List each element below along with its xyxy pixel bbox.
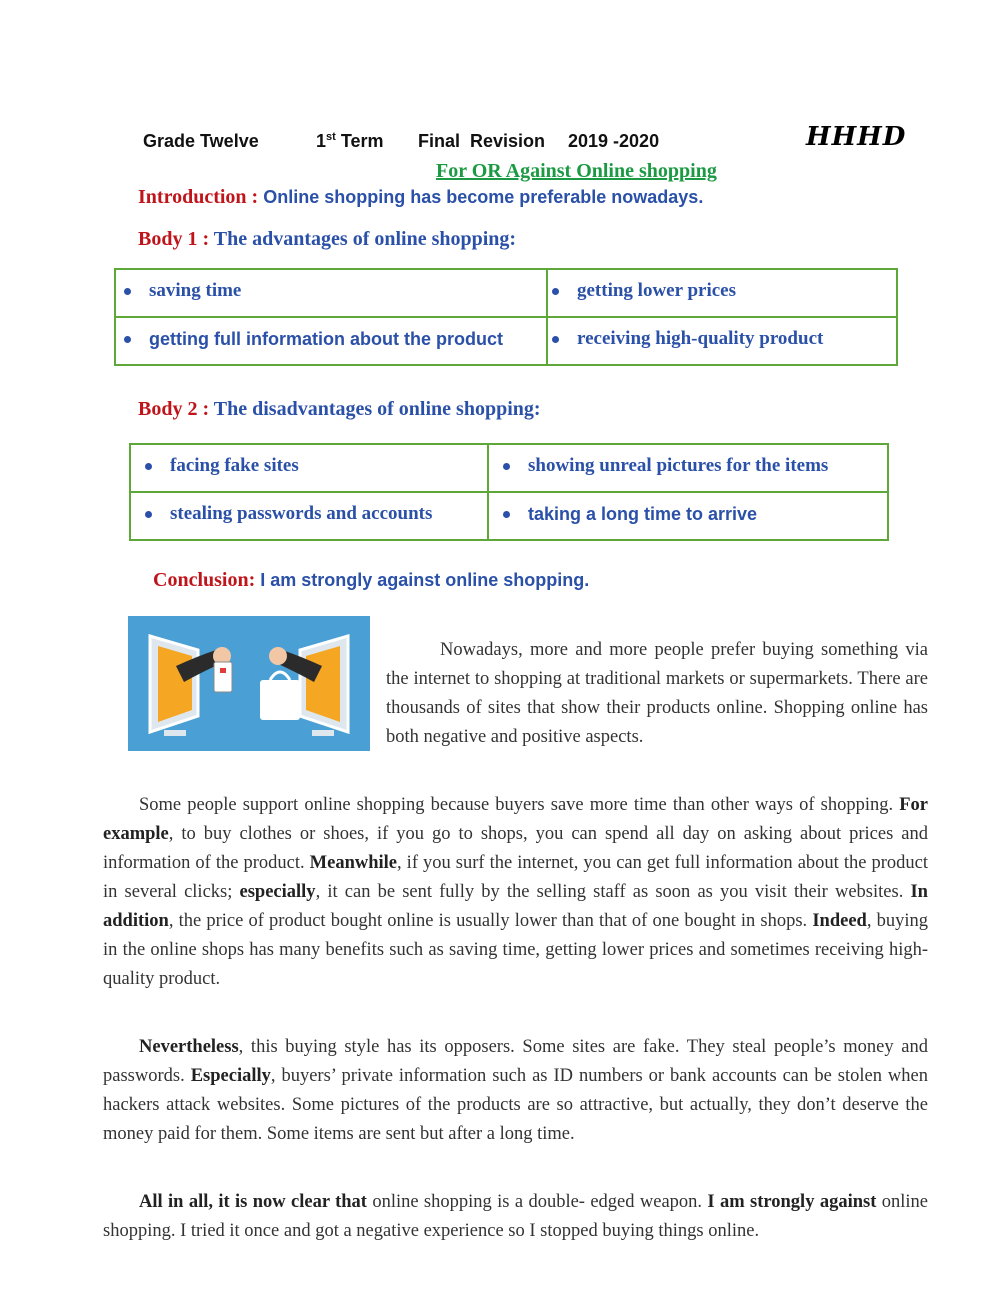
emphasis-phrase: For example	[103, 795, 928, 844]
year-label: 2019 -2020	[568, 131, 660, 151]
advantage-item: receiving high-quality product	[577, 328, 824, 349]
conclusion-line	[153, 569, 589, 592]
bullet-icon	[145, 511, 152, 518]
emphasis-phrase: I am strongly against	[707, 1192, 877, 1212]
body1-label: Body 1	[138, 228, 198, 250]
essay-paragraph-2	[103, 791, 928, 994]
text-run: online shopping is a double- edged weapon.	[366, 1192, 708, 1212]
online-shopping-illustration	[128, 616, 370, 751]
disadvantages-table	[129, 443, 889, 541]
body2-heading: Body 2 : The disadvantages of online shopping:	[138, 398, 541, 420]
disadvantage-cell	[130, 492, 488, 540]
bullet-icon	[124, 336, 131, 343]
advantage-cell	[547, 317, 897, 365]
disadvantage-cell	[130, 444, 488, 492]
text-run: , to buy clothes or shoes, if you go to shops, you can spend all day on asking about prices and information of the product.	[103, 824, 928, 873]
disadvantage-item: taking a long time to arrive	[528, 503, 758, 524]
essay-paragraph-4	[103, 1188, 928, 1246]
emphasis-phrase: Especially	[190, 1066, 271, 1086]
advantage-item: getting lower prices	[577, 280, 736, 301]
emphasis-phrase: especially	[239, 882, 316, 902]
disadvantage-item: facing fake sites	[170, 455, 299, 476]
emphasis-phrase: Meanwhile	[309, 853, 398, 873]
text-run: Some people support online shopping because buyers save more time than other ways of shopping.	[139, 795, 900, 815]
text-run: online shopping. I tried it once and got a negative experience so I stopped buying things online.	[103, 1192, 928, 1241]
author-signature: HHHD	[806, 122, 907, 152]
text-run: , the price of product bought online is usually lower than that of one bought in shops.	[168, 911, 813, 931]
bullet-icon	[552, 288, 559, 295]
introduction-text: Online shopping has become preferable nowadays.	[263, 187, 704, 207]
advantages-table	[114, 268, 898, 366]
grade-label: Grade Twelve	[143, 131, 259, 151]
text-run: , buyers’ private information such as ID numbers or bank accounts can be stolen when hackers attack websites. Some pictures of the products are so attractive, but actually, they don’t deserve the money paid for them. Some items are sent but after a long time.	[103, 1066, 928, 1144]
advantage-item: getting full information about the product	[149, 328, 503, 349]
text-run: , it can be sent fully by the selling staff as soon as you visit their websites.	[315, 882, 911, 902]
page-title: For OR Against Online shopping	[436, 160, 717, 182]
body2-label: Body 2	[138, 398, 198, 420]
bullet-icon	[145, 463, 152, 470]
emphasis-phrase: Nevertheless	[139, 1037, 239, 1057]
advantage-cell	[115, 317, 547, 365]
conclusion-text: I am strongly against online shopping.	[255, 570, 590, 590]
disadvantage-item: stealing passwords and accounts	[170, 503, 433, 524]
essay-paragraph-1: Nowadays, more and more people prefer buying something via the internet to shopping at traditional markets or supermarkets. There are thousands of sites that show their products online. Shopping online has both negative and positive aspects.	[386, 640, 928, 747]
online-shopping-icon	[128, 616, 370, 751]
advantage-item: saving time	[149, 280, 242, 301]
term-label: 1st Term	[316, 131, 384, 151]
disadvantage-cell	[488, 492, 888, 540]
body2-text: The disadvantages of online shopping:	[213, 398, 541, 420]
body1-heading: Body 1 : The advantages of online shopping:	[138, 228, 517, 250]
emphasis-phrase: Indeed	[812, 911, 867, 931]
text-run: , this buying style has its opposers. Some sites are fake. They steal people’s money and passwords.	[103, 1037, 928, 1086]
bullet-icon	[552, 336, 559, 343]
disadvantage-cell	[488, 444, 888, 492]
text-run: , buying in the online shops has many benefits such as saving time, getting lower prices and sometimes receiving high-quality product.	[103, 911, 929, 989]
conclusion-label: Conclusion:	[153, 569, 256, 591]
body1-text: The advantages of online shopping:	[213, 228, 517, 250]
essay-paragraph-3	[103, 1033, 928, 1149]
disadvantage-item: showing unreal pictures for the items	[528, 455, 829, 476]
introduction-line: Introduction : Online shopping has become preferable nowadays.	[138, 186, 704, 208]
revision-label: Final Revision	[418, 131, 546, 151]
advantage-cell	[547, 269, 897, 317]
bullet-icon	[124, 288, 131, 295]
emphasis-phrase: All in all, it is now clear that	[139, 1192, 367, 1212]
emphasis-phrase: In addition	[103, 882, 928, 931]
text-run: , if you surf the internet, you can get full information about the product in several clicks;	[103, 853, 928, 902]
introduction-label: Introduction	[138, 186, 247, 208]
bullet-icon	[503, 511, 510, 518]
advantage-cell	[115, 269, 547, 317]
bullet-icon	[503, 463, 510, 470]
